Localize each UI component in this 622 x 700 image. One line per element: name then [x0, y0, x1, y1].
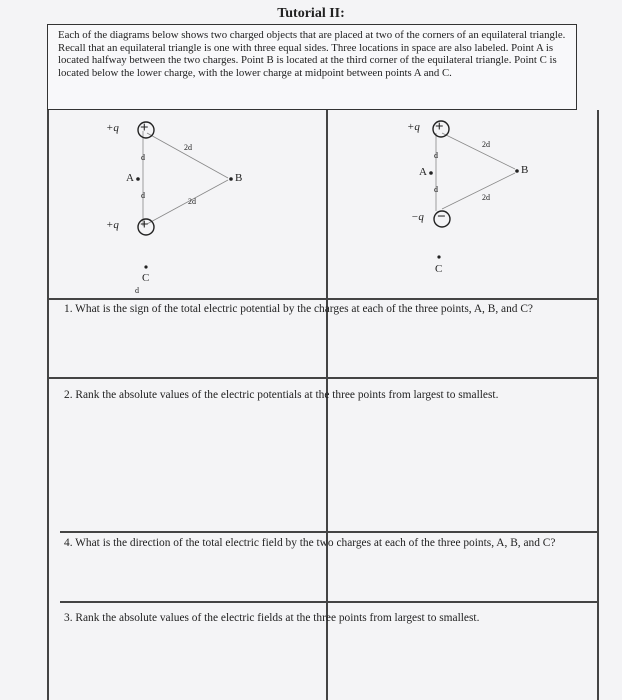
- point-c-label: C: [435, 263, 443, 275]
- row-line-1: [47, 298, 598, 300]
- dist-bottom: d: [141, 191, 145, 200]
- dist-top: d: [141, 153, 145, 162]
- point-b-label: B: [521, 164, 529, 176]
- charge-bottom-symbol: +: [140, 217, 149, 233]
- dist-c: d: [135, 286, 139, 295]
- point-b-label: B: [235, 172, 243, 184]
- point-c-label: C: [142, 272, 150, 284]
- row-line-4: [60, 601, 598, 603]
- point-a-label: A: [126, 172, 134, 184]
- question-1: 1. What is the sign of the total electric potential by the charges at each of the three points, A, B, and C?: [64, 303, 533, 315]
- right-border: [597, 110, 599, 700]
- row-line-3: [60, 531, 598, 533]
- diagram-right: [327, 111, 597, 298]
- charge-bottom-symbol: −: [437, 209, 446, 225]
- dist-side-top: 2d: [482, 140, 490, 149]
- point-c-dot: [437, 255, 440, 258]
- point-a-dot: [429, 171, 433, 175]
- dist-side-bottom: 2d: [188, 197, 196, 206]
- charge-top-symbol: +: [435, 119, 444, 135]
- charge-top-label: +q: [407, 121, 420, 133]
- dist-top: d: [434, 151, 438, 160]
- dist-bottom: d: [434, 185, 438, 194]
- diagram-right-lines: [327, 111, 597, 298]
- question-2: 2. Rank the absolute values of the electric potentials at the three points from largest to smallest.: [64, 389, 499, 401]
- charge-top-symbol: +: [140, 120, 149, 136]
- point-a-dot: [136, 177, 140, 181]
- point-a-label: A: [419, 166, 427, 178]
- charge-top-label: +q: [106, 122, 119, 134]
- charge-bottom-label: −q: [411, 211, 424, 223]
- point-c-dot: [144, 265, 147, 268]
- row-line-2: [47, 377, 598, 379]
- diagram-left: [48, 111, 326, 298]
- charge-bottom-label: +q: [106, 219, 119, 231]
- dist-side-bottom: 2d: [482, 193, 490, 202]
- question-4: 4. What is the direction of the total electric field by the two charges at each of the three points, A, B, and C?: [64, 537, 556, 549]
- page-title: Tutorial II:: [277, 6, 345, 21]
- diagram-left-lines: [48, 111, 326, 298]
- point-b-dot: [229, 177, 233, 181]
- dist-side-top: 2d: [184, 143, 192, 152]
- point-b-dot: [515, 169, 519, 173]
- intro-paragraph: Each of the diagrams below shows two charged objects that are placed at two of the corners of an equilateral triangle. Recall that an equilateral triangle is one with three equal sides. Three locations in space are also labeled. Point A is located halfway between the two charges. Point B is located at the third corner of the equilateral triangle. Point C is located below the lower charge, with the lower charge at midpoint between points A and C.: [47, 24, 577, 110]
- question-3: 3. Rank the absolute values of the electric fields at the three points from largest to smallest.: [64, 612, 480, 624]
